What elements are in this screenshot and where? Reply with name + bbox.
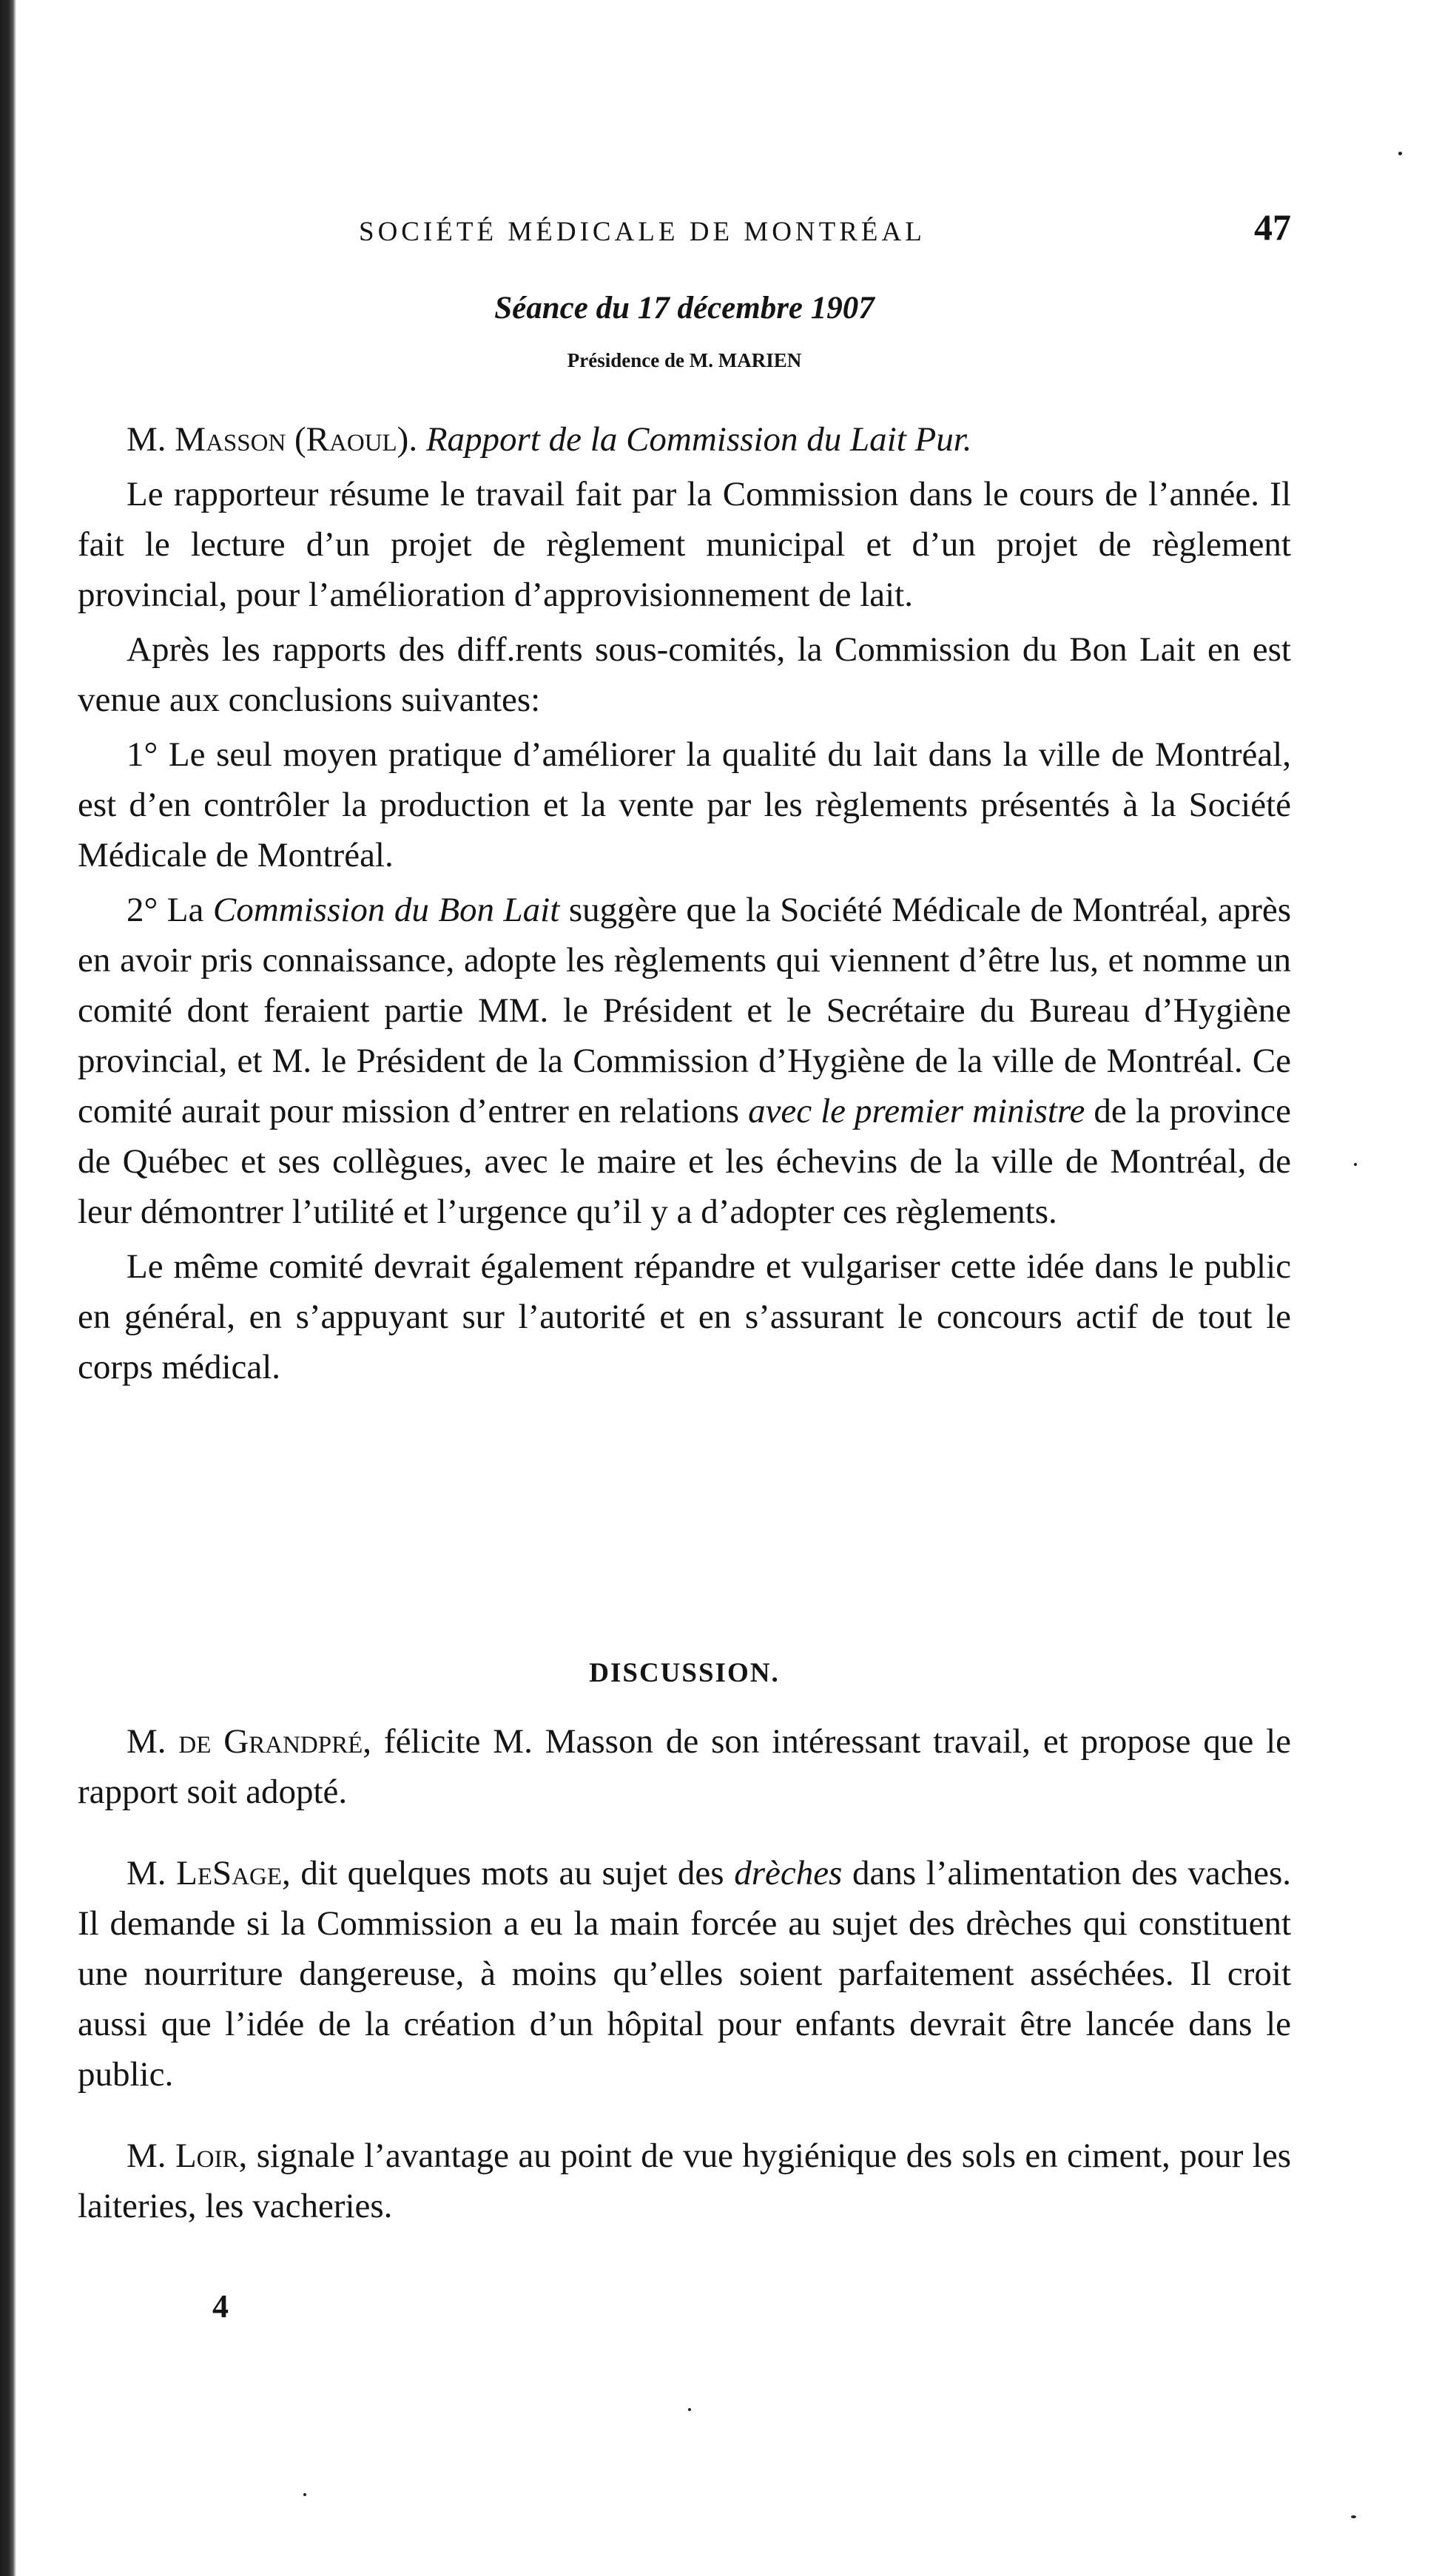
scan-speck xyxy=(1354,1163,1357,1166)
scan-speck xyxy=(1398,152,1402,155)
report-paragraph: Le même comité devrait également répandre et vulgariser cette idée dans le public en général, en s’appuyant sur l’autorité et en s’assurant le concours actif de tout le corps médical. xyxy=(78,1247,1291,1386)
page-number: 47 xyxy=(1254,206,1291,248)
conclusion-2-lead: 2° La xyxy=(127,891,204,929)
report-author: M. Masson (Raoul). xyxy=(127,420,418,459)
running-title: SOCIÉTÉ MÉDICALE DE MONTRÉAL xyxy=(359,217,926,247)
report-paragraph: Le rapporteur résume le travail fait par la Commission dans le cours de l’année. Il fait le lecture d’un projet de règlement municipal et d’un projet de règlement provincial, pour l’amélioration d’approvisionnement de lait. xyxy=(78,475,1291,614)
scan-speck xyxy=(1351,2515,1356,2518)
speaker-name: M. Loir, xyxy=(127,2137,248,2175)
discussion-paragraph xyxy=(78,1716,1291,1817)
discussion-paragraph xyxy=(78,1848,1291,2100)
presidence-line: Présidence de M. MARIEN xyxy=(567,349,802,371)
discussion-heading: DISCUSSION. xyxy=(589,1658,780,1688)
conclusion-2 xyxy=(78,885,1291,1237)
speaker-text: signale l’avantage au point de vue hygiénique des sols en ciment, pour les laiteries, les vacheries. xyxy=(78,2137,1291,2225)
report-paragraph xyxy=(78,414,1291,465)
conclusion-2-avec: avec le xyxy=(748,1092,846,1130)
report-paragraph: Après les rapports des diff.rents sous-comités, la Commission du Bon Lait en est venue aux conclusions suivantes: xyxy=(78,630,1291,719)
running-head xyxy=(78,206,1291,250)
conclusion-2-premier: premier ministre xyxy=(855,1092,1085,1130)
speaker-text: félicite M. Masson de son intéressant travail, et propose que le rapport soit adopté. xyxy=(78,1722,1291,1811)
conclusion-2-commission: Commission du Bon Lait xyxy=(212,891,560,929)
report-title: Rapport de la Commission du Lait Pur. xyxy=(425,420,972,459)
conclusion-2-end: de la province de Québec et ses collègues, avec le maire et les échevins de la ville de Montréal, de leur démontrer l’utilité et l’urgence qu’il y a d’adopter ces règlements. xyxy=(78,1092,1292,1231)
discussion-paragraph xyxy=(78,2131,1291,2231)
speaker-term: drèches xyxy=(734,1854,843,1892)
signature-mark: 4 xyxy=(212,2288,229,2324)
seance-title: Séance du 17 décembre 1907 xyxy=(494,291,875,326)
speaker-name: M. de Grandpré, xyxy=(127,1722,372,1761)
scan-binding-edge xyxy=(0,0,16,2576)
conclusion-2-middle: suggère que la Société Médicale de Montréal, après en avoir pris connaissance, adopte les règlements qui viennent d’être lus, et nomme un comité dont feraient partie MM. le Président et le Secrétaire du Bureau d’Hygiène provincial, et M. le Président de la Commission d’Hygiène de la ville de Montréal. Ce comité aurait pour mission d’entrer en relations xyxy=(78,891,1292,1130)
speaker-name: M. LeSage, xyxy=(127,1854,291,1892)
speaker-text: dit quelques mots au sujet des xyxy=(300,1854,724,1892)
report-body xyxy=(78,414,1291,1392)
conclusion-1: 1° Le seul moyen pratique d’améliorer la qualité du lait dans la ville de Montréal, est d’en contrôler la production et la vente par les règlements présentés à la Société Médicale de Montréal. xyxy=(78,735,1291,874)
speaker-text: dans l’alimentation des vaches. Il demande si la Commission a eu la main forcée au sujet des drèches qui constituent une nourriture dangereuse, à moins qu’elles soient parfaitement asséchées. Il croit aussi que l’idée de la création d’un hôpital pour enfants devrait être lancée dans le public. xyxy=(78,1854,1292,2094)
document-page xyxy=(78,0,1291,2576)
discussion-body xyxy=(78,1716,1291,2262)
